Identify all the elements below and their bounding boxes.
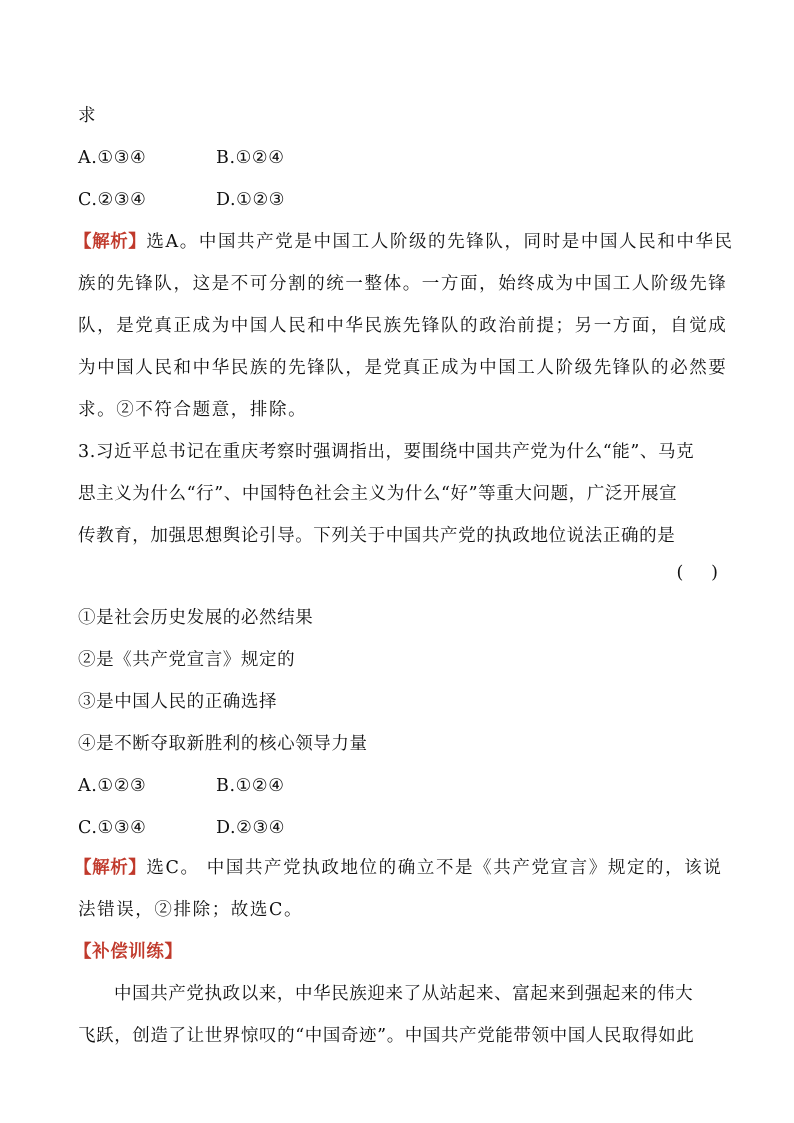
q2-analysis-line-3: 队，是党真正成为中国人民和中华民族先锋队的政治前提；另一方面，自觉成 [78,316,728,336]
q2-analysis-line-1: 【解析】选A。中国共产党是中国工人阶级的先锋队，同时是中国人民和中华民 [74,232,734,252]
q3-answer-bracket: ( ) [676,563,718,583]
supplement-line-1: 中国共产党执政以来，中华民族迎来了从站起来、富起来到强起来的伟大 [114,984,694,1004]
q2-analysis-line-2: 族的先锋队，这是不可分割的统一整体。一方面，始终成为中国工人阶级先锋 [78,274,728,294]
q3-options-row-1 [78,774,718,798]
q3-stem-line-1: 3.习近平总书记在重庆考察时强调指出，要围绕中国共产党为什么“能”、马克 [78,442,695,462]
q3-statement-3: ③是中国人民的正确选择 [78,692,278,712]
q2-option-c: C.②③④ [78,190,147,210]
q3-option-d: D.②③④ [216,818,286,838]
supplement-line-2: 飞跃，创造了让世界惊叹的“中国奇迹”。中国共产党能带领中国人民取得如此 [78,1026,695,1046]
q2-stem-tail: 求 [78,106,97,126]
q3-options-row-2 [78,816,718,840]
q2-analysis-line-5: 求。②不符合题意，排除。 [78,400,308,420]
q3-stem-line-3: 传教育，加强思想舆论引导。下列关于中国共产党的执政地位说法正确的是 [78,526,676,546]
q2-option-b: B.①②④ [216,148,285,168]
q3-analysis-tag: 【解析】 [74,858,147,878]
q3-option-b: B.①②④ [216,776,285,796]
q3-analysis-line-2: 法错误，②排除；故选C。 [78,900,304,920]
q2-analysis-line-4: 为中国人民和中华民族的先锋队，是党真正成为中国工人阶级先锋队的必然要 [78,358,728,378]
q2-options-row-2 [78,188,718,212]
q3-option-a: A.①②③ [78,776,147,796]
q3-statement-4: ④是不断夺取新胜利的核心领导力量 [78,734,368,754]
q3-statement-1: ①是社会历史发展的必然结果 [78,608,314,628]
q3-stem-line-2: 思主义为什么“行”、中国特色社会主义为什么“好”等重大问题，广泛开展宣 [78,484,678,504]
q2-option-a: A.①③④ [78,148,147,168]
q2-option-d: D.①②③ [216,190,286,210]
q2-analysis-tag: 【解析】 [74,232,147,252]
q3-analysis-line-1: 【解析】选C。 中国共产党执政地位的确立不是《共产党宣言》规定的，该说 [74,858,723,878]
q2-options-row-1 [78,146,718,170]
supplement-tag: 【补偿训练】 [74,942,183,962]
q3-statement-2: ②是《共产党宣言》规定的 [78,650,296,670]
q3-option-c: C.①③④ [78,818,147,838]
